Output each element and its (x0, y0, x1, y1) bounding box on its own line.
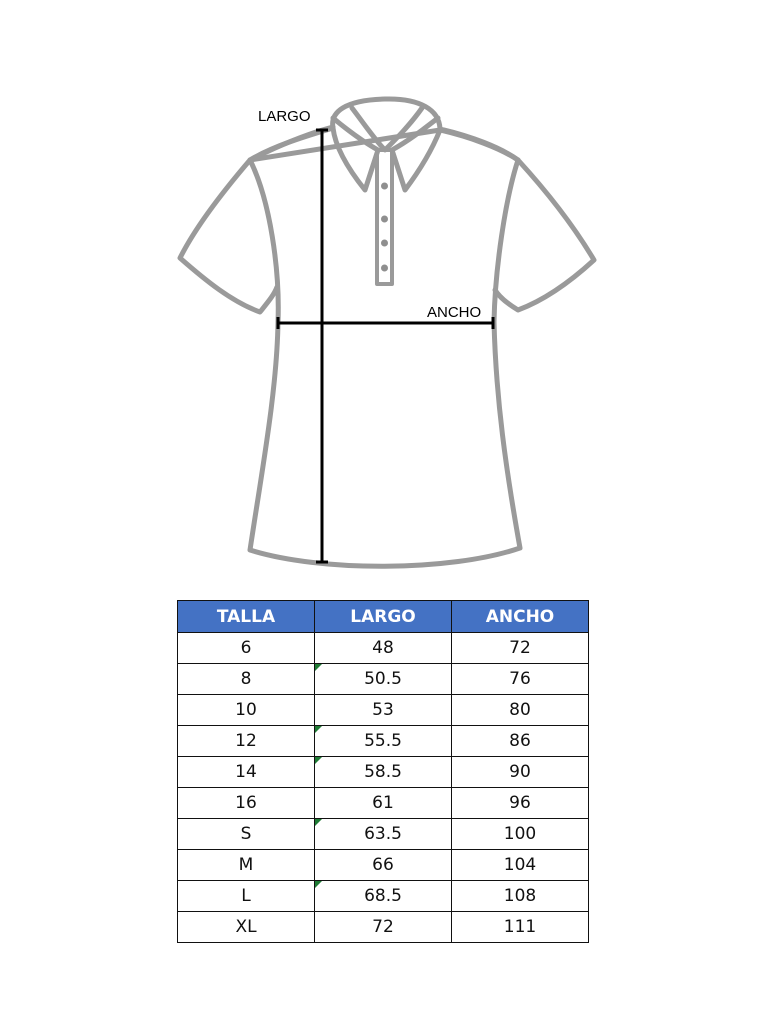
cell-largo: 50.5 (315, 664, 452, 695)
shirt-body-outline (250, 128, 520, 566)
table-row (178, 726, 589, 757)
cell-talla: M (178, 850, 315, 881)
polo-shirt-icon (180, 99, 594, 566)
table-row (178, 757, 589, 788)
table-row (178, 850, 589, 881)
cell-talla: 12 (178, 726, 315, 757)
cell-largo: 58.5 (315, 757, 452, 788)
cell-ancho: 108 (452, 881, 589, 912)
cell-ancho: 90 (452, 757, 589, 788)
cell-largo: 61 (315, 788, 452, 819)
cell-ancho: 80 (452, 695, 589, 726)
cell-ancho: 72 (452, 633, 589, 664)
button-icon (381, 265, 388, 272)
largo-label: LARGO (258, 108, 311, 125)
cell-talla: 6 (178, 633, 315, 664)
table-row (178, 664, 589, 695)
table-row (178, 912, 589, 943)
cell-talla: S (178, 819, 315, 850)
cell-talla: 16 (178, 788, 315, 819)
right-shoulder (440, 129, 518, 160)
table-row (178, 695, 589, 726)
cell-largo: 72 (315, 912, 452, 943)
cell-ancho: 111 (452, 912, 589, 943)
ancho-label: ANCHO (427, 304, 482, 321)
button-icon (381, 183, 388, 190)
table-row (178, 819, 589, 850)
left-sleeve-outline (180, 160, 277, 312)
collar-back (333, 99, 440, 130)
button-icon (381, 240, 388, 247)
cell-largo: 53 (315, 695, 452, 726)
cell-largo: 63.5 (315, 819, 452, 850)
cell-largo: 66 (315, 850, 452, 881)
cell-ancho: 104 (452, 850, 589, 881)
cell-largo: 55.5 (315, 726, 452, 757)
collar-left-flap (333, 118, 378, 190)
cell-talla: L (178, 881, 315, 912)
cell-talla: XL (178, 912, 315, 943)
placket-buttons (381, 183, 388, 272)
table-header-row (178, 601, 589, 633)
column-header-talla: TALLA (178, 601, 315, 633)
size-table (177, 600, 589, 943)
table-row (178, 881, 589, 912)
cell-largo: 68.5 (315, 881, 452, 912)
table-row (178, 788, 589, 819)
button-icon (381, 216, 388, 223)
table-row (178, 633, 589, 664)
cell-ancho: 86 (452, 726, 589, 757)
cell-talla: 8 (178, 664, 315, 695)
cell-largo: 48 (315, 633, 452, 664)
cell-ancho: 76 (452, 664, 589, 695)
column-header-ancho: ANCHO (452, 601, 589, 633)
cell-talla: 10 (178, 695, 315, 726)
column-header-largo: LARGO (315, 601, 452, 633)
cell-talla: 14 (178, 757, 315, 788)
cell-ancho: 100 (452, 819, 589, 850)
cell-ancho: 96 (452, 788, 589, 819)
measure-lines (278, 130, 493, 562)
